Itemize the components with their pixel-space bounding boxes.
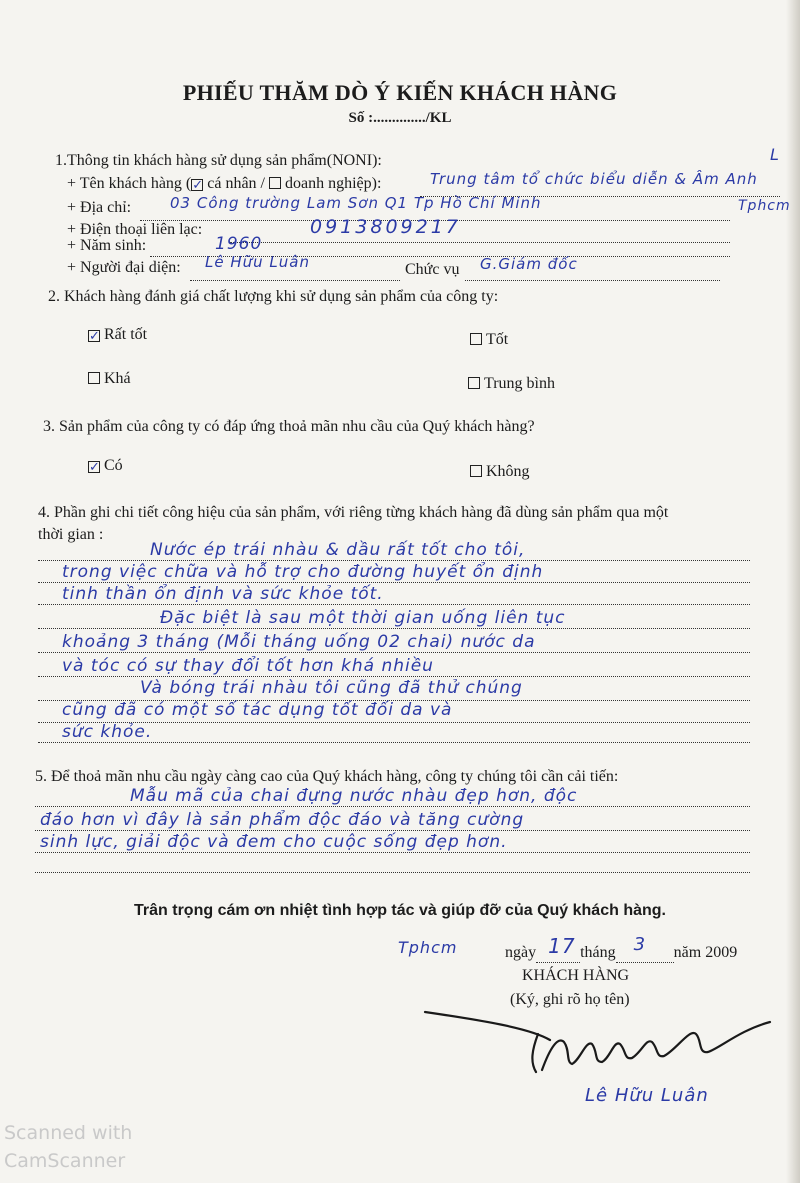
rating-good-checkbox[interactable] [470, 333, 482, 345]
signing-place: Tphcm [398, 938, 458, 957]
s4-line-4 [38, 628, 750, 629]
position-label: Chức vụ [405, 261, 460, 278]
section4-handwriting-line: trong việc chữa và hỗ trợ cho đường huyết ổn định [62, 562, 544, 582]
section5-handwriting-line: đáo hơn vì đây là sản phẩm độc đáo và tăng cường [40, 810, 525, 830]
satisfied-no [470, 463, 530, 481]
s5-line-3 [35, 852, 750, 853]
rating-good-label: Tốt [486, 331, 509, 348]
watermark-line2: CamScanner [4, 1150, 126, 1172]
s4-line-6 [38, 676, 750, 677]
individual-label: cá nhân / [207, 175, 265, 192]
section4-handwriting-line: tinh thần ổn định và sức khỏe tốt. [62, 584, 384, 604]
rating-average [468, 375, 555, 393]
address-side-note: Tphcm [738, 198, 791, 214]
individual-checkbox[interactable] [191, 179, 203, 191]
satisfied-yes-label: Có [104, 457, 123, 474]
satisfied-no-checkbox[interactable] [470, 465, 482, 477]
satisfied-no-label: Không [486, 463, 530, 480]
page-edge-shadow [786, 0, 800, 1183]
rating-average-label: Trung bình [484, 375, 555, 392]
signer-name: Lê Hữu Luân [585, 1085, 709, 1106]
rating-very-good-label: Rất tốt [104, 326, 148, 343]
rating-fair-label: Khá [104, 370, 131, 387]
s4-line-3 [38, 604, 750, 605]
section4-handwriting-line: Đặc biệt là sau một thời gian uống liên tục [160, 608, 566, 628]
s4-line-9 [38, 742, 750, 743]
position-value: G.Giám đốc [480, 255, 578, 273]
section4-handwriting-line: cũng đã có một số tác dụng tốt đối da và [62, 700, 453, 720]
phone-value: 0913809217 [310, 216, 461, 238]
section4-handwriting-line: sức khỏe. [62, 722, 153, 742]
section2-heading: 2. Khách hàng đánh giá chất lượng khi sử dụng sản phẩm của công ty: [48, 288, 499, 305]
representative-value: Lê Hữu Luân [205, 253, 310, 271]
customer-label: KHÁCH HÀNG [522, 967, 630, 984]
day-dotted [536, 934, 580, 963]
rep-dotted-line [190, 280, 400, 281]
form-title: PHIẾU THĂM DÒ Ý KIẾN KHÁCH HÀNG [182, 80, 618, 105]
phone-label: + Điện thoại liên lạc: [67, 221, 203, 238]
s5-line-2 [35, 830, 750, 831]
day-label: ngày [505, 944, 537, 961]
rating-fair-checkbox[interactable] [88, 372, 100, 384]
satisfied-yes [88, 457, 123, 475]
section4-heading-line2: thời gian : [38, 526, 104, 543]
margin-mark: L [770, 145, 780, 164]
s4-line-5 [38, 652, 750, 653]
rating-very-good-checkbox[interactable] [88, 330, 100, 342]
form-number: Số :............../KL [348, 110, 452, 126]
section4-handwriting-line: khoảng 3 tháng (Mỗi tháng uống 02 chai) nước da [62, 632, 536, 652]
section4-handwriting-line: và tóc có sự thay đổi tốt hơn khá nhiều [62, 656, 434, 676]
s5-line-1 [35, 806, 750, 807]
birth-year-label: + Năm sinh: [67, 237, 147, 254]
customer-name-row [67, 175, 381, 193]
section5-heading: 5. Để thoả mãn nhu cầu ngày càng cao của Quý khách hàng, công ty chúng tôi cần cải tiến: [35, 768, 619, 785]
rating-very-good [88, 326, 147, 344]
rating-good [470, 331, 508, 349]
s4-line-2 [38, 582, 750, 583]
section4-handwriting-line: Và bóng trái nhàu tôi cũng đã thử chúng [140, 678, 523, 698]
satisfied-yes-checkbox[interactable] [88, 461, 100, 473]
section4-handwriting-line: Nước ép trái nhàu & dầu rất tốt cho tôi, [150, 540, 526, 560]
thanks-message: Trân trọng cám ơn nhiệt tình hợp tác và giúp đỡ của Quý khách hàng. [134, 902, 666, 919]
section4-heading-line1: 4. Phần ghi chi tiết công hiệu của sản phẩm, với riêng từng khách hàng đã dùng sản phẩm qua một [38, 504, 669, 521]
business-label: doanh nghiệp): [285, 175, 382, 192]
business-checkbox[interactable] [269, 177, 281, 189]
customer-name-label: + Tên khách hàng ( [67, 175, 192, 192]
s4-line-1 [38, 560, 750, 561]
rating-fair [88, 370, 131, 388]
address-label: + Địa chỉ: [67, 199, 132, 216]
signing-date [505, 934, 738, 963]
section5-handwriting-line: sinh lực, giải độc và đem cho cuộc sống đẹp hơn. [40, 832, 508, 852]
position-dotted-line [465, 280, 720, 281]
month-dotted [616, 934, 674, 963]
representative-label: + Người đại diện: [67, 259, 181, 276]
section1-heading: 1.Thông tin khách hàng sử dụng sản phẩm(NONI): [55, 152, 382, 169]
year-text: năm 2009 [673, 944, 738, 961]
watermark-line1: Scanned with [4, 1122, 133, 1144]
month-label: tháng [580, 944, 616, 961]
signature-note: (Ký, ghi rõ họ tên) [510, 991, 630, 1008]
month-value: 3 [633, 934, 647, 955]
s5-line-4 [35, 872, 750, 873]
rating-average-checkbox[interactable] [468, 377, 480, 389]
day-value: 17 [548, 934, 576, 958]
section3-heading: 3. Sản phẩm của công ty có đáp ứng thoả mãn nhu cầu của Quý khách hàng? [43, 418, 535, 435]
address-value: 03 Công trường Lam Sơn Q1 Tp Hồ Chí Minh [170, 194, 542, 212]
birth-year-value: 1960 [215, 234, 263, 254]
customer-name-value: Trung tâm tổ chức biểu diễn & Âm Anh [430, 170, 758, 188]
signature-scrawl [420, 1000, 780, 1080]
phone-dotted-line [230, 242, 730, 243]
section5-handwriting-line: Mẫu mã của chai đựng nước nhàu đẹp hơn, độc [130, 786, 578, 806]
